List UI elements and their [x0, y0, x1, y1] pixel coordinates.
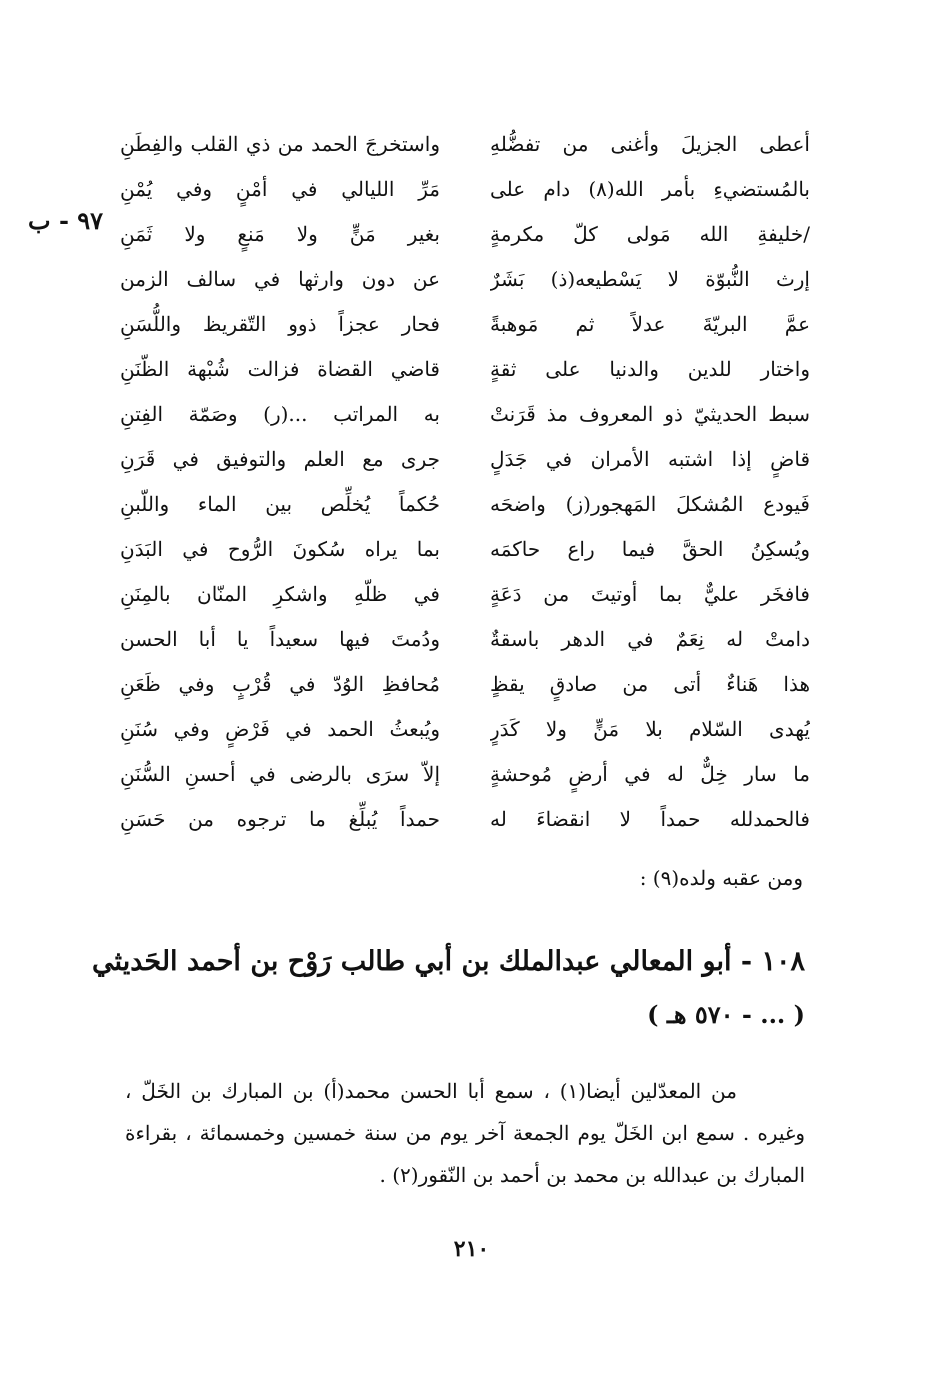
verse-second-hemistich: حُكماً يُخلِّص بين الماء واللّبنِ — [120, 492, 440, 516]
verse-second-hemistich: مَرِّ الليالي في أمْنٍ وفي يُمْنِ — [120, 177, 440, 201]
verse-second-hemistich: في ظلّهِ واشكرِ المنّان بالمِنَنِ — [120, 582, 440, 606]
verse-row — [120, 347, 810, 392]
verse-row — [120, 572, 810, 617]
verse-second-hemistich: ودُمتَ فيها سعيداً يا أبا الحسن — [120, 627, 440, 651]
entry-heading: ١٠٨ - أبو المعالي عبدالملك بن أبي طالب رَوْح بن أحمد الحَديثي — [92, 946, 805, 977]
verse-first-hemistich: عمَّ البريّةَ عدلاً ثم مَوهبةً — [490, 312, 810, 336]
verse-row — [120, 797, 810, 842]
verse-row — [120, 257, 810, 302]
poem-block — [120, 122, 810, 842]
paragraph-line: من المعدّلين أيضا(١) ، سمع أبا الحسن محمد(أ) بن المبارك بن الخَلّ ، — [125, 1079, 737, 1103]
verse-first-hemistich: يُهدى السّلام بلا مَنٍّ ولا كَدَرٍ — [490, 717, 810, 741]
verse-first-hemistich: دامتْ له نِعَمٌ في الدهر باسقةٌ — [490, 627, 810, 651]
verse-second-hemistich: واستخرجَ الحمد من ذي القلب والفِطَنِ — [120, 132, 440, 156]
manuscript-folio-marker: ٩٧ - ب — [28, 206, 104, 235]
verse-row — [120, 707, 810, 752]
verse-first-hemistich: فَيودع المُشكلَ المَهجور(ز) واضحَه — [490, 492, 810, 516]
verse-row — [120, 167, 810, 212]
verse-first-hemistich: واختار للدين والدنيا على ثقةٍ — [490, 357, 810, 381]
verse-row — [120, 752, 810, 797]
verse-first-hemistich: /خليفةِ الله مَولى كلّ مكرمةٍ — [490, 222, 810, 246]
verse-row — [120, 392, 810, 437]
verse-row — [120, 662, 810, 707]
verse-second-hemistich: عن دون وارثها في سالف الزمن — [120, 267, 440, 291]
entry-paragraph — [125, 1070, 805, 1196]
paragraph-line: المبارك بن عبدالله بن محمد بن أحمد بن النّقور(٢) . — [379, 1163, 805, 1187]
verse-first-hemistich: بالمُستضيءِ بأمر الله(٨) دام على — [490, 177, 810, 201]
verse-first-hemistich: هذا هَناءٌ أتى من صادقٍ يقظٍ — [490, 672, 810, 696]
verse-second-hemistich: ويُبعثُ الحمد في فَرْضٍ وفي سُنَنِ — [120, 717, 440, 741]
entry-dates: ( ... - ٥٧٠ هـ ) — [647, 1000, 805, 1029]
verse-second-hemistich: به المراتب ...(ر) وصَمّة الفِتنِ — [120, 402, 440, 426]
verse-row — [120, 617, 810, 662]
verse-first-hemistich: فالحمدلله حمداً لا انقضاءَ له — [490, 807, 810, 831]
page-number: ٢١٠ — [453, 1236, 490, 1262]
verse-row — [120, 482, 810, 527]
verse-second-hemistich: مُحافظِ الوُدّ في قُرْبٍ وفي ظَعَنِ — [120, 672, 440, 696]
verse-first-hemistich: ويُسكِنُ الحقَّ فيما راع حاكمَه — [490, 537, 810, 561]
paragraph-line: وغيره . سمع ابن الخَلّ يوم الجمعة آخر يوم من سنة خمسين وخمسمائة ، بقراءة — [125, 1121, 805, 1145]
verse-second-hemistich: بما يراه سُكونَ الرُّوح في البَدَنِ — [120, 537, 440, 561]
verse-second-hemistich: فحار عجزاً ذوو التّقريظ واللُّسَنِ — [120, 312, 440, 336]
verse-second-hemistich: حمداً يُبلِّغ ما ترجوه من حَسَنِ — [120, 807, 440, 831]
lineage-intro: ومن عقبه ولده(٩) : — [639, 866, 803, 890]
verse-second-hemistich: جرى مع العلم والتوفيق في قَرَنِ — [120, 447, 440, 471]
verse-first-hemistich: أعطى الجزيلَ وأغنى من تفضُّلهِ — [490, 132, 810, 156]
verse-row — [120, 527, 810, 572]
verse-row — [120, 302, 810, 347]
verse-first-hemistich: فافخَر عليٌّ بما أوتيتَ من دَعَةٍ — [490, 582, 810, 606]
verse-first-hemistich: قاضٍ إذا اشتبه الأمران في جَدَلٍ — [490, 447, 810, 471]
verse-first-hemistich: إرث النُّبوّة لا يَسْطيعه(ذ) بَشَرٌ — [490, 267, 810, 291]
verse-row — [120, 212, 810, 257]
verse-second-hemistich: قاضي القضاة فزالت شُبْهة الظّنَنِ — [120, 357, 440, 381]
verse-second-hemistich: بغير مَنٍّ ولا مَنعٍ ولا ثَمَنِ — [120, 222, 440, 246]
verse-row — [120, 122, 810, 167]
verse-second-hemistich: إلاّ سرَى بالرضى في أحسنِ السُّنَنِ — [120, 762, 440, 786]
verse-row — [120, 437, 810, 482]
verse-first-hemistich: سبط الحديثيّ ذو المعروف مذ قَرَنتْ — [490, 402, 810, 426]
verse-first-hemistich: ما سار خِلٌّ له في أرضٍ مُوحشةٍ — [490, 762, 810, 786]
